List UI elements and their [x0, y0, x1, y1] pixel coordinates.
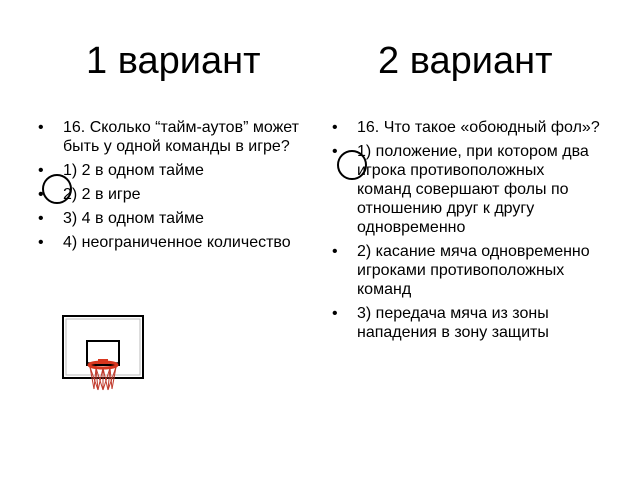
- list-item: [38, 118, 300, 156]
- answer-circle-mark: [337, 150, 367, 180]
- question-text: 16. Что такое «обоюдный фол»?: [357, 119, 600, 136]
- bullet: •: [38, 119, 44, 136]
- list-item: [332, 142, 602, 237]
- answer-option: 3) 4 в одном тайме: [63, 210, 204, 227]
- answer-option: 2) касание мяча одновременно игроками противоположных команд: [357, 243, 590, 298]
- list-item: [38, 233, 300, 252]
- answer-option: 4) неограниченное количество: [63, 234, 291, 251]
- list-item: [38, 185, 300, 204]
- list-item: [38, 161, 300, 180]
- bullet: •: [332, 243, 338, 260]
- answer-option: 3) передача мяча из зоны нападения в зону защиты: [357, 305, 549, 341]
- bullet: •: [332, 119, 338, 136]
- bullet: •: [38, 186, 44, 203]
- bullet: •: [332, 143, 338, 160]
- question-text: 16. Сколько “тайм-аутов” может быть у одной команды в игре?: [63, 119, 299, 155]
- basketball-hoop-icon: [62, 315, 144, 393]
- list-item: [38, 209, 300, 228]
- variant-1-title: 1 вариант: [86, 40, 261, 82]
- bullet: •: [332, 305, 338, 322]
- answer-option: 1) положение, при котором два игрока противоположных команд совершают фолы по отношению друг к другу одновременно: [357, 143, 589, 236]
- answer-circle-mark: [42, 174, 72, 204]
- answer-option: 1) 2 в одном тайме: [63, 162, 204, 179]
- list-item: [332, 118, 602, 137]
- variant-2-title: 2 вариант: [378, 40, 553, 82]
- variant-1-list: [38, 118, 300, 257]
- bullet: •: [38, 234, 44, 251]
- list-item: [332, 242, 602, 299]
- variant-2-list: [332, 118, 602, 347]
- answer-option: 2) 2 в игре: [63, 186, 141, 203]
- bullet: •: [38, 162, 44, 179]
- bullet: •: [38, 210, 44, 227]
- list-item: [332, 304, 602, 342]
